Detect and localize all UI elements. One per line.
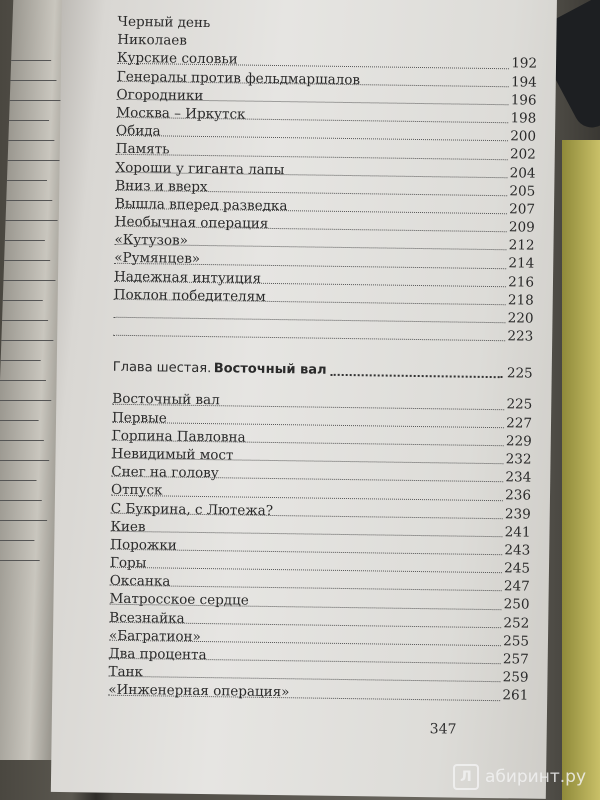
toc-entry-title: Хороши у гиганта лапы — [115, 159, 285, 178]
toc-entry-page: 247 — [503, 578, 530, 595]
toc-entry-page: 218 — [507, 292, 534, 309]
toc-entry-page: 252 — [503, 614, 530, 632]
toc-entry-title: Москва – Иркутск — [116, 104, 246, 123]
left-page-rule — [8, 160, 60, 161]
left-page-rule — [4, 260, 50, 261]
left-page-rule — [6, 200, 52, 201]
left-page-rule — [1, 340, 53, 341]
page-number: 347 — [429, 721, 457, 738]
toc-entry-title: Черный день — [117, 13, 211, 32]
toc-entry-title: С Букрина, с Лютежа? — [110, 500, 274, 519]
toc-entry-page: 207 — [509, 201, 536, 218]
toc-entry-title: Обида — [115, 122, 161, 140]
toc-list-bottom — [108, 390, 532, 705]
watermark-text: абиринт.ру — [484, 767, 586, 787]
labirint-logo-icon: Л — [453, 764, 479, 790]
left-page-rule — [0, 520, 47, 521]
toc-entry-page: 204 — [509, 164, 536, 182]
toc-entry-title: «Багратион» — [108, 627, 201, 645]
toc-entry-title: «Инженерная операция» — [108, 682, 290, 701]
toc-entry-title: Невидимый мост — [111, 445, 234, 464]
toc-entry-title: Первые — [111, 409, 167, 427]
left-page-rule — [11, 60, 51, 61]
toc-entry-title: Два процента — [108, 645, 207, 664]
toc-entry-title: «Румянцев» — [114, 250, 201, 268]
left-page-rule — [2, 320, 48, 321]
book-page — [51, 0, 557, 799]
toc-entry-page: 216 — [508, 273, 535, 291]
toc-entry-page: 250 — [503, 596, 530, 614]
left-page-rule — [0, 500, 42, 501]
toc-entry-title: Отпуск — [110, 482, 163, 499]
toc-entry-page: 261 — [502, 687, 529, 704]
toc-entry-title: Генералы против фельдмаршалов — [116, 68, 361, 88]
toc-entry-title: Всезнайка — [109, 609, 185, 627]
toc-entry-page: 192 — [511, 55, 538, 73]
toc-entry-page: 255 — [503, 633, 530, 650]
toc-entry-page: 232 — [505, 451, 532, 468]
toc-entry-page: 223 — [507, 328, 534, 345]
toc-entry-title: Танк — [108, 663, 144, 681]
toc-entry-page: 200 — [510, 128, 537, 145]
toc-entry-title: Оксанка — [109, 572, 171, 590]
table-of-contents — [108, 13, 538, 705]
chapter-prefix: Глава шестая. — [112, 360, 212, 377]
toc-entry-page: 241 — [504, 523, 531, 541]
toc-entry-title: Поклон победителям — [113, 286, 266, 305]
toc-entry-page: 202 — [509, 146, 536, 163]
yellow-surface — [562, 140, 600, 800]
toc-entry-page: 243 — [504, 542, 531, 559]
toc-entry-title: Горы — [109, 554, 147, 572]
toc-entry-page: 214 — [508, 255, 535, 273]
left-page-rule — [10, 80, 56, 81]
toc-entry-title: Горпина Павловна — [111, 427, 246, 446]
left-page-rule — [1, 360, 41, 361]
toc-entry-title: Порожки — [110, 536, 177, 554]
toc-entry-page: 239 — [504, 505, 531, 523]
left-page-rule — [3, 280, 55, 281]
toc-entry-page: 229 — [505, 432, 532, 450]
left-page-rule — [7, 180, 47, 181]
toc-entry-page: 234 — [505, 469, 532, 486]
left-page-rule — [5, 240, 45, 241]
toc-entry-title: Матросское сердце — [109, 591, 249, 610]
left-page-rule — [0, 480, 37, 481]
toc-entry-title: Курские соловьи — [116, 50, 238, 68]
toc-entry-page: 227 — [506, 414, 533, 432]
toc-entry-title: «Кутузов» — [114, 232, 189, 250]
left-page-rule — [0, 540, 34, 541]
toc-list-top — [113, 13, 538, 346]
toc-entry-title: Восточный вал — [112, 391, 220, 409]
toc-entry-title: Надежная интуиция — [113, 268, 262, 287]
chapter-page: 225 — [506, 365, 533, 382]
toc-entry-page: 259 — [502, 669, 529, 686]
toc-entry-title: Память — [115, 141, 170, 158]
toc-entry-title: Николаев — [117, 31, 188, 49]
toc-entry-page: 245 — [504, 560, 531, 577]
left-page-rule — [9, 120, 49, 121]
toc-entry-page: 225 — [506, 396, 533, 413]
watermark — [453, 764, 586, 790]
toc-entry-page: 198 — [510, 110, 537, 127]
left-page-rule — [0, 440, 44, 441]
left-page-rule — [6, 220, 58, 221]
left-page-rule — [0, 420, 39, 421]
toc-entry-page: 236 — [505, 487, 532, 504]
chapter-heading — [113, 358, 533, 384]
left-page-rule — [0, 380, 46, 381]
toc-entry-page: 220 — [507, 310, 534, 327]
toc-entry-title: Снег на голову — [111, 463, 219, 482]
toc-entry-title: Огородники — [116, 86, 204, 104]
left-page-rule — [10, 100, 62, 101]
toc-entry-title: Вышла вперед разведка — [114, 195, 288, 215]
left-page-rule — [3, 300, 43, 301]
left-page-rule — [8, 140, 54, 141]
toc-entry-page: 196 — [510, 92, 537, 109]
left-page-rule — [0, 400, 51, 401]
toc-entry-page: 205 — [509, 182, 536, 200]
toc-entry-page: 212 — [508, 237, 535, 254]
toc-entry-page: 257 — [502, 651, 529, 668]
left-page-rule — [0, 460, 49, 461]
toc-entry-title: Киев — [110, 518, 146, 535]
dot-leader — [113, 335, 505, 341]
chapter-leader — [331, 374, 503, 378]
toc-entry-page: 209 — [508, 219, 535, 236]
left-page-rule — [0, 560, 40, 561]
chapter-title: Восточный вал — [213, 361, 327, 379]
toc-entry-title: Необычная операция — [114, 213, 269, 232]
toc-entry-title: Вниз и вверх — [115, 177, 208, 195]
toc-entry-page: 194 — [510, 73, 537, 91]
